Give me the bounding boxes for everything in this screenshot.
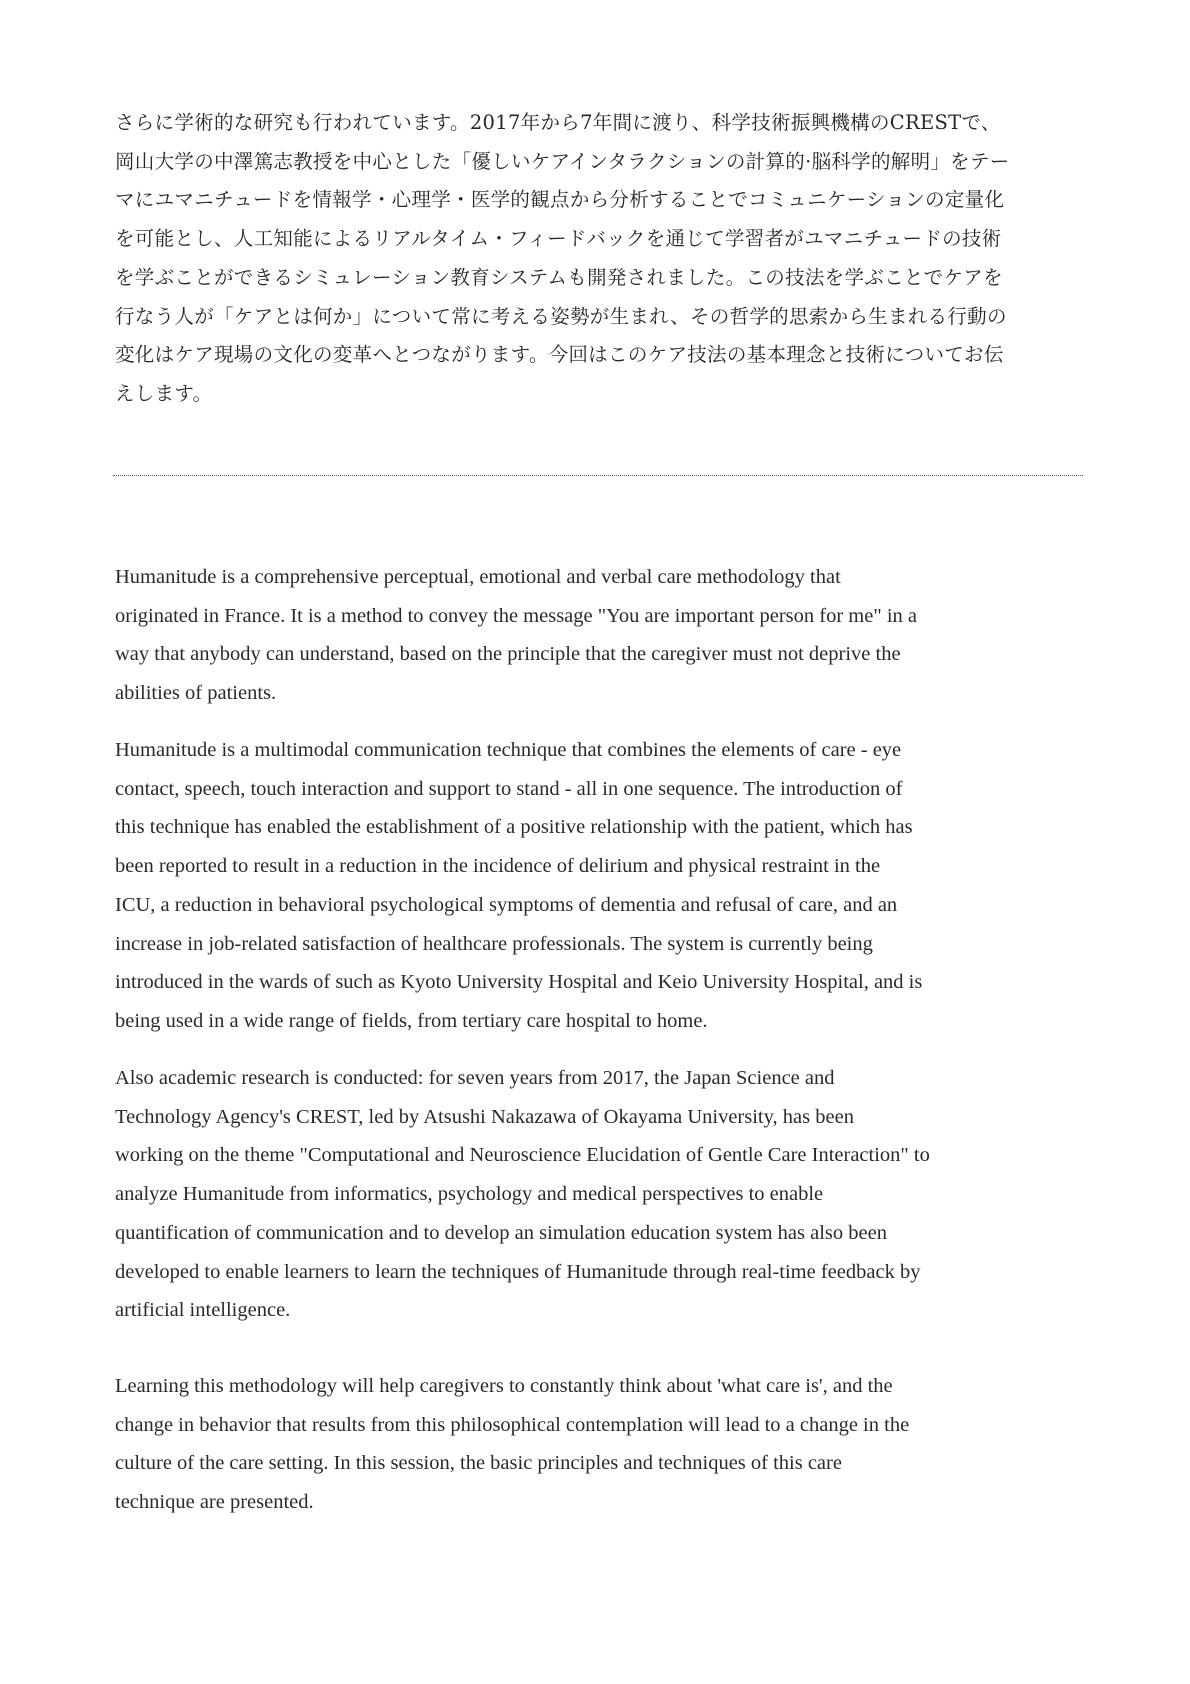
text-line: ICU, a reduction in behavioral psychological symptoms of dementia and refusal of care, and an xyxy=(115,893,898,916)
text-line: 岡山大学の中澤篤志教授を中心とした「優しいケアインタラクションの計算的·脳科学的解明」をテー xyxy=(115,149,1010,173)
english-paragraph-3 xyxy=(115,1059,1080,1330)
text-line: えします。 xyxy=(115,381,213,405)
text-line: 変化はケア現場の文化の変革へとつながります。今回はこのケア技法の基本理念と技術についてお伝 xyxy=(115,343,1004,367)
text-line: artificial intelligence. xyxy=(115,1299,291,1322)
english-paragraph-2 xyxy=(115,731,1080,1041)
text-line: culture of the care setting. In this session, the basic principles and techniques of this care xyxy=(115,1452,842,1475)
text-line: Also academic research is conducted: for seven years from 2017, the Japan Science and xyxy=(115,1067,835,1089)
japanese-paragraph xyxy=(115,104,1080,414)
text-line: さらに学術的な研究も行われています。2017年から7年間に渡り、科学技術振興機構のCRESTで、 xyxy=(115,111,1001,134)
text-line: マにユマニチュードを情報学・心理学・医学的観点から分析することでコミュニケーションの定量化 xyxy=(115,188,1005,212)
text-line: Technology Agency's CREST, led by Atsushi Nakazawa of Okayama University, has been xyxy=(115,1105,854,1128)
text-line: increase in job-related satisfaction of healthcare professionals. The system is currently being xyxy=(115,932,873,955)
text-line: been reported to result in a reduction in the incidence of delirium and physical restraint in the xyxy=(115,855,881,878)
text-line: technique are presented. xyxy=(115,1491,314,1514)
text-line: quantification of communication and to develop an simulation education system has also been xyxy=(115,1221,887,1244)
text-line: を学ぶことができるシミュレーション教育システムも開発されました。この技法を学ぶことでケアを xyxy=(115,265,1003,289)
text-line: 行なう人が「ケアとは何か」について常に考える姿勢が生まれ、その哲学的思索から生まれる行動の xyxy=(115,304,1007,328)
text-line: abilities of patients. xyxy=(115,682,277,705)
english-paragraph-4 xyxy=(115,1367,1080,1522)
text-line: working on the theme "Computational and Neuroscience Elucidation of Gentle Care Interaction" to xyxy=(115,1144,930,1167)
text-line: を可能とし、人工知能によるリアルタイム・フィードバックを通じて学習者がユマニチュードの技術 xyxy=(115,227,1002,251)
text-line: Learning this methodology will help caregivers to constantly think about 'what care is', and the xyxy=(115,1375,893,1397)
english-paragraph-1 xyxy=(115,558,1080,713)
text-line: change in behavior that results from this philosophical contemplation will lead to a change in the xyxy=(115,1413,910,1436)
text-line: Humanitude is a multimodal communication technique that combines the elements of care - eye xyxy=(115,739,902,761)
text-line: this technique has enabled the establishment of a positive relationship with the patient, which has xyxy=(115,816,913,839)
text-line: contact, speech, touch interaction and support to stand - all in one sequence. The introduction of xyxy=(115,777,903,800)
text-line: analyze Humanitude from informatics, psychology and medical perspectives to enable xyxy=(115,1183,824,1206)
dotted-divider xyxy=(113,475,1083,476)
text-line: being used in a wide range of fields, from tertiary care hospital to home. xyxy=(115,1009,708,1032)
text-line: originated in France. It is a method to convey the message "You are important person for me" in a xyxy=(115,604,917,627)
text-line: introduced in the wards of such as Kyoto University Hospital and Keio University Hospital, and is xyxy=(115,971,923,994)
text-line: Humanitude is a comprehensive perceptual, emotional and verbal care methodology that xyxy=(115,566,841,588)
text-line: developed to enable learners to learn the techniques of Humanitude through real-time feedback by xyxy=(115,1260,921,1283)
text-line: way that anybody can understand, based on the principle that the caregiver must not deprive the xyxy=(115,643,901,666)
